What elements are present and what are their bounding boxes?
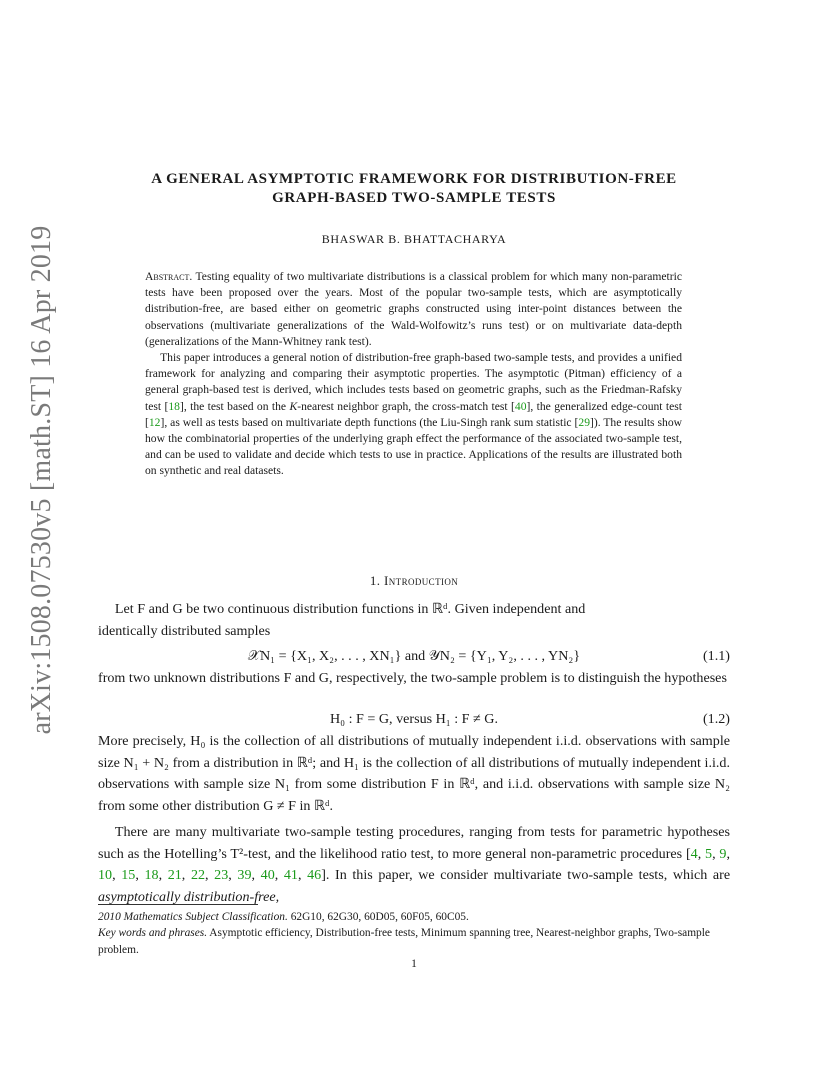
citation-separator: , bbox=[135, 867, 145, 884]
citation-separator: , bbox=[697, 845, 706, 862]
title-line-1: A GENERAL ASYMPTOTIC FRAMEWORK FOR DISTRIBUTION-FREE bbox=[151, 171, 677, 187]
citation-separator: , bbox=[158, 867, 168, 884]
abstract-text: ], the test based on the bbox=[179, 399, 290, 413]
intro-paragraph-3 bbox=[98, 731, 730, 817]
keywords-footnote bbox=[98, 925, 732, 958]
page-number: 1 bbox=[411, 958, 417, 970]
citation-link[interactable]: 29 bbox=[578, 415, 590, 429]
equation-number: (1.2) bbox=[702, 711, 730, 727]
citation-link[interactable]: 9 bbox=[719, 845, 727, 862]
abstract-label: Abstract. bbox=[145, 270, 193, 283]
citation-separator: , bbox=[712, 845, 720, 862]
abstract-text: This paper introduces a general notion of distribution-free graph-based two-sample tests, and provides a unified framework for analyzing and comparing their asymptotic properties. The asymptotic (Pitman) efficiency of a general graph-based test is derived, which includes tests based on geometric graphs, such as the Friedman-Rafsky test [ bbox=[145, 351, 682, 413]
citation-separator: , bbox=[274, 867, 284, 884]
citation-separator: , bbox=[251, 867, 261, 884]
citation-link[interactable]: 18 bbox=[168, 399, 180, 413]
abstract-paragraph-1 bbox=[145, 269, 682, 350]
citation-link[interactable]: 46 bbox=[307, 867, 322, 884]
citation-link[interactable]: 23 bbox=[214, 867, 229, 884]
equation-content: 𝒳N₁ = {X₁, X₂, . . . , XN₁} and 𝒴N₂ = {Y₁, Y₂, . . . , YN₂} bbox=[247, 648, 581, 664]
intro-text: There are many multivariate two-sample testing procedures, ranging from tests for parametric hypotheses such as the Hotelling’s T²-test, and the likelihood ratio test, to more general non-parametric procedures [ bbox=[98, 824, 730, 862]
section-heading bbox=[96, 573, 732, 589]
intro-paragraph-4 bbox=[98, 822, 730, 908]
abstract-paragraph-2 bbox=[145, 350, 682, 480]
citation-link[interactable]: 21 bbox=[167, 867, 182, 884]
intro-p3-text: More precisely, H₀ is the collection of all distributions of mutually independent i.i.d. observations with sample size N₁ + N₂ from a distribution in ℝᵈ; and H₁ is the collection of all distributions of mutually independent i.i.d. observations with sample size N₁ from some distribution F in ℝᵈ, and i.i.d. observations with sample size N₂ from some other distribution G ≠ F in ℝᵈ. bbox=[98, 733, 730, 814]
msc-footnote bbox=[98, 909, 732, 925]
intro-paragraph-1 bbox=[98, 599, 730, 642]
intro-p2-text: from two unknown distributions F and G, respectively, the two-sample problem is to distinguish the hypotheses bbox=[98, 670, 727, 686]
citation-link[interactable]: 5 bbox=[705, 845, 713, 862]
citation-link[interactable]: 10 bbox=[98, 867, 113, 884]
msc-label: 2010 Mathematics Subject Classification. bbox=[98, 911, 288, 923]
equation-content: H₀ : F = G, versus H₁ : F ≠ G. bbox=[329, 711, 499, 727]
citation-separator: , bbox=[297, 867, 308, 884]
citation-separator: , bbox=[228, 867, 238, 884]
section-number: 1. bbox=[369, 573, 381, 588]
citation-separator: , bbox=[205, 867, 215, 884]
title-line-2: GRAPH-BASED TWO-SAMPLE TESTS bbox=[272, 190, 556, 206]
citation-link[interactable]: 39 bbox=[237, 867, 252, 884]
intro-emphasis: asymptotically distribution-free, bbox=[98, 888, 280, 905]
msc-value: 62G10, 62G30, 60D05, 60F05, 60C05. bbox=[290, 911, 469, 923]
citation-link[interactable]: 40 bbox=[514, 399, 527, 413]
citation-link[interactable]: 12 bbox=[148, 415, 161, 429]
intro-lead: Let F and G be two continuous distribution functions in ℝᵈ. Given independent and bbox=[114, 601, 586, 617]
citation-link[interactable]: 40 bbox=[260, 867, 275, 884]
abstract-text: ], as well as tests based on multivariate depth functions (the Liu-Singh rank sum statistic [ bbox=[160, 415, 579, 429]
citation-link[interactable]: 15 bbox=[121, 867, 136, 884]
citation-separator: , bbox=[181, 867, 191, 884]
abstract-p1-text: Testing equality of two multivariate distributions is a classical problem for which many non-parametric tests have been proposed over the years. Most of the popular two-sample tests, which are asymptotically distribution-free, are based either on geometric graphs constructed using inter-point distances between the observations (multivariate generalizations of the Wald-Wolfowitz’s runs test) or on multivariate data-depth (generalizations of the Mann-Whitney rank test). bbox=[145, 270, 682, 348]
arxiv-identifier-stamp bbox=[22, 225, 62, 735]
abstract-math: K bbox=[289, 399, 298, 413]
keywords-value: Asymptotic efficiency, Distribution-free tests, Minimum spanning tree, Nearest-neighbor graphs, Two-sample problem. bbox=[98, 927, 710, 956]
footnotes bbox=[98, 909, 732, 958]
abstract-text: -nearest neighbor graph, the cross-match test [ bbox=[297, 399, 515, 413]
footnote-divider bbox=[98, 904, 258, 905]
arxiv-stamp-text: arXiv:1508.07530v5 [math.ST] 16 Apr 2019 bbox=[26, 225, 57, 735]
intro-text: ]. In this paper, we consider multivariate two-sample tests, which are bbox=[321, 867, 731, 884]
abstract-text: ], the generalized edge-count test [ bbox=[145, 399, 683, 429]
citation-link[interactable]: 18 bbox=[144, 867, 159, 884]
keywords-label: Key words and phrases. bbox=[98, 927, 208, 940]
intro-paragraph-2 bbox=[98, 668, 730, 690]
citation-separator: , bbox=[726, 845, 730, 862]
author-name: BHASWAR B. BHATTACHARYA bbox=[321, 232, 507, 246]
citation-separator: , bbox=[112, 867, 122, 884]
citation-link[interactable]: 4 bbox=[690, 845, 698, 862]
abstract-text: ]). The results show how the combinatorial properties of the underlying graph effect the performance of the associated two-sample test, and can be used to validate and decide which tests to use in practice. Applications of the results are illustrated both on synthetic and real datasets. bbox=[145, 415, 682, 478]
intro-lead-cont: identically distributed samples bbox=[98, 622, 271, 639]
citation-link[interactable]: 22 bbox=[190, 867, 206, 884]
citation-link[interactable]: 41 bbox=[283, 867, 298, 884]
section-title: Introduction bbox=[384, 573, 459, 588]
intro-p4-text bbox=[98, 822, 730, 908]
abstract bbox=[145, 269, 682, 480]
equation-number: (1.1) bbox=[702, 648, 730, 664]
paper-title bbox=[96, 170, 732, 208]
